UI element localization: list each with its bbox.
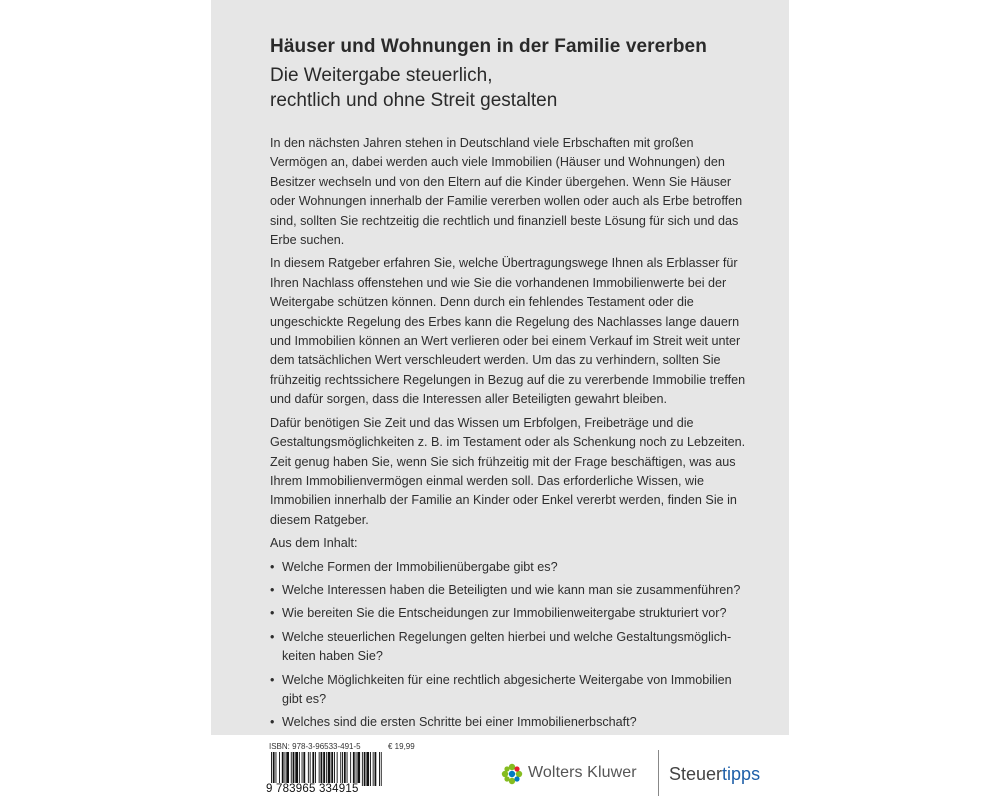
barcode-bar xyxy=(328,752,331,786)
contents-item-text: Welche Möglichkeiten für eine rechtlich abgesicherte Weitergabe von Immobilien gibt es? xyxy=(282,672,732,706)
contents-item xyxy=(270,558,750,577)
barcode-bar xyxy=(293,752,295,786)
barcode-bar xyxy=(291,752,292,786)
bullet-icon: • xyxy=(270,559,275,574)
contents-item-text: Welche steuerlichen Regelungen gelten hierbei und welche Gestaltungsmöglich-keiten haben Sie? xyxy=(282,629,732,664)
barcode-bar xyxy=(323,752,325,786)
barcode-bar xyxy=(373,752,374,786)
barcode-bar xyxy=(334,752,335,786)
barcode-bar xyxy=(370,752,371,786)
book-title: Häuser und Wohnungen in der Familie vererben xyxy=(270,36,707,57)
contents-item xyxy=(270,671,750,710)
series-brand xyxy=(669,764,760,785)
barcode-bar xyxy=(303,752,305,786)
book-subtitle xyxy=(270,63,557,113)
barcode-bar xyxy=(282,752,284,786)
bullet-icon: • xyxy=(270,582,275,597)
brand-part-1: Steuer xyxy=(669,764,723,784)
bullet-icon: • xyxy=(270,715,275,730)
barcode-bar xyxy=(342,752,343,786)
barcode-bar xyxy=(366,752,369,786)
barcode-bar xyxy=(271,752,272,786)
contents-item-text: Welche Formen der Immobilienübergabe gibt es? xyxy=(282,559,558,574)
barcode-bar xyxy=(379,752,380,786)
contents-list xyxy=(270,558,750,733)
barcode-bar xyxy=(381,752,382,786)
blurb-paragraph: In diesem Ratgeber erfahren Sie, welche Übertragungswege Ihnen als Erblasser für Ihren Nachlass offenstehen und wie Sie die vorhandenen Immobilienwerte bei der Weitergabe schützen können. Denn durch ein fehlendes Testament oder die ungeschickte Regelung des Erbes kann die Regelung des Nachlasses lange dauern und Immobilien können an Wert verlieren oder bei einem Verkauf im Streit weit unter dem tatsächlichen Wert verschleudert werden. Um das zu verhindern, sollten Sie frühzeitig rechtssichere Regelungen in Bezug auf die zu vererbende Immobilie treffen und dafür sorgen, dass die Interessen aller Beteiligten gewahrt bleiben. xyxy=(270,256,746,407)
subtitle-line-1: Die Weitergabe steuerlich, xyxy=(270,65,493,86)
barcode-bar xyxy=(347,752,348,786)
contents-item xyxy=(270,604,750,623)
contents-item-text: Wie bereiten Sie die Entscheidungen zur Immobilienweitergabe strukturiert vor? xyxy=(282,606,727,621)
barcode-bar xyxy=(362,752,363,786)
barcode-bar xyxy=(312,752,314,786)
contents-item-text: Welches sind die ersten Schritte bei einer Immobilienerbschaft? xyxy=(282,715,637,730)
wolters-kluwer-logo-icon xyxy=(500,762,524,786)
barcode-bar xyxy=(273,752,275,786)
price-text: € 19,99 xyxy=(388,742,415,751)
contents-item xyxy=(270,628,750,667)
barcode-bar xyxy=(356,752,357,786)
barcode-bar xyxy=(375,752,377,786)
contents-label: Aus dem Inhalt: xyxy=(270,536,358,551)
brand-part-2: tipps xyxy=(722,764,761,784)
blurb-paragraph: In den nächsten Jahren stehen in Deutschland viele Erbschaften mit großen Vermögen an, dabei werden auch viele Immobilien (Häuser und Wohnungen) den Besitzer wechseln und von den Eltern auf die Kinder übergehen. Wenn Sie Häuser oder Wohnungen innerhalb der Familie vererben wollen oder auch als Erbe betroffen sind, sollten Sie rechtzeitig die rechtlich und finanziell beste Lösung für sich und das Erbe suchen. xyxy=(270,136,743,248)
barcode-bar xyxy=(357,752,360,786)
barcode-bar xyxy=(353,752,355,786)
barcode-bar xyxy=(337,752,338,786)
blurb xyxy=(270,134,750,737)
barcode-bar xyxy=(364,752,366,786)
barcode-bar xyxy=(321,752,323,786)
bullet-icon: • xyxy=(270,672,275,687)
barcode-bar xyxy=(285,752,286,786)
publisher-name: Wolters Kluwer xyxy=(528,764,637,781)
isbn-text: ISBN: 978-3-96533-491-5 xyxy=(269,742,361,751)
logo-divider xyxy=(658,750,659,796)
blurb-paragraph: Dafür benötigen Sie Zeit und das Wissen um Erbfolgen, Freibeträge und die Gestaltungsmöglichkeiten z. B. im Testament oder als Schenkung noch zu Lebzeiten. Zeit genug haben Sie, wenn Sie sich frühzeitig mit der Frage beschäftigen, was aus Ihrem Immobilienvermögen einmal werden soll. Das erforderliche Wissen, wie Immobilien innerhalb der Familie an Kinder oder Enkel vererbt werden, finden Sie in diesem Ratgeber. xyxy=(270,415,746,527)
barcode-bar xyxy=(295,752,298,786)
barcode-bar xyxy=(286,752,289,786)
barcode-bar xyxy=(340,752,341,786)
barcode-bar xyxy=(276,752,277,786)
barcode-bar xyxy=(331,752,333,786)
subtitle-line-2: rechtlich und ohne Streit gestalten xyxy=(270,90,558,111)
barcode-bar xyxy=(315,752,316,786)
barcode-bar xyxy=(319,752,320,786)
contents-item xyxy=(270,581,750,600)
bullet-icon: • xyxy=(270,606,275,621)
barcode-bar xyxy=(350,752,351,786)
contents-item-text: Welche Interessen haben die Beteiligten und wie kann man sie zusammenführen? xyxy=(282,582,741,597)
barcode-bar xyxy=(279,752,280,786)
barcode-bar xyxy=(299,752,300,786)
barcode-bar xyxy=(310,752,311,786)
barcode-digits: 9 783965 334915 xyxy=(266,783,359,795)
contents-item xyxy=(270,713,750,732)
barcode-bar xyxy=(344,752,346,786)
bullet-icon: • xyxy=(270,629,275,644)
barcode-bar xyxy=(326,752,327,786)
barcode-bar xyxy=(308,752,309,786)
barcode xyxy=(270,752,384,786)
barcode-bar xyxy=(302,752,303,786)
